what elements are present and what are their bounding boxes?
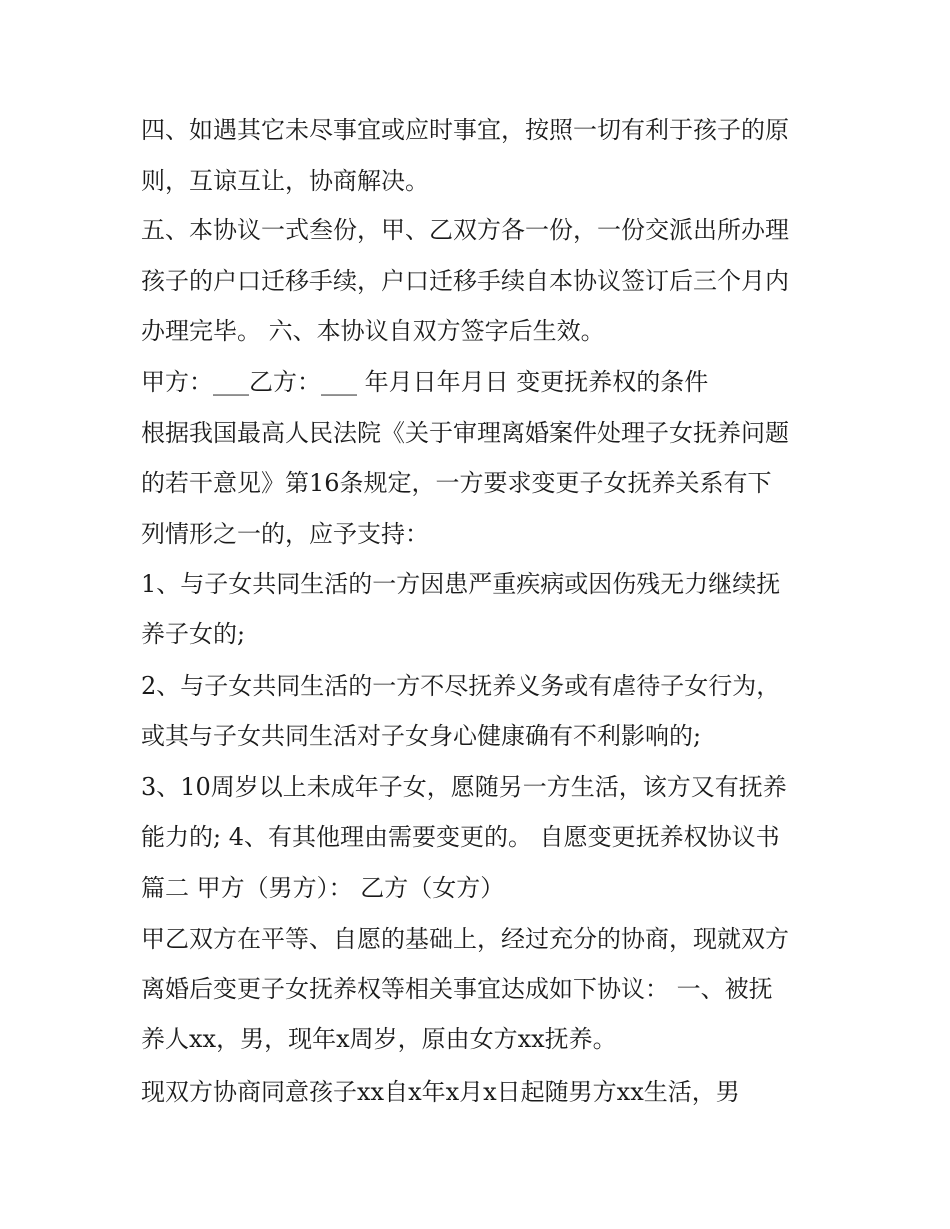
text-line: 根据我国最高人民法院《关于审理离婚案件处理子女抚养问题 xyxy=(141,419,789,447)
text-line: 则，互谅互让，协商解决。 xyxy=(141,167,429,195)
text-line: 的若干意见》第16条规定，一方要求变更子女抚养关系有下 xyxy=(141,469,772,497)
text-line: 篇二 甲方（男方）： 乙方（女方） xyxy=(141,874,505,902)
text-line: 能力的; 4、有其他理由需要变更的。 自愿变更抚养权协议书 xyxy=(141,823,780,851)
text-line: 3、10周岁以上未成年子女，愿随另一方生活，该方又有抚养 xyxy=(141,773,787,801)
text-line: 1、与子女共同生活的一方因患严重疾病或因伤残无力继续抚 xyxy=(141,570,781,598)
text-line: 2、与子女共同生活的一方不尽抚养义务或有虐待子女行为， xyxy=(141,672,781,700)
text-line: 甲方：___乙方：___ 年月日年月日 变更抚养权的条件 xyxy=(141,368,709,396)
text-line: 孩子的户口迁移手续，户口迁移手续自本协议签订后三个月内 xyxy=(141,267,789,295)
text-line: 列情形之一的，应予支持： xyxy=(141,520,429,548)
text-line: 办理完毕。 六、本协议自双方签字后生效。 xyxy=(141,317,605,345)
text-line: 离婚后变更子女抚养权等相关事宜达成如下协议： 一、被抚 xyxy=(141,975,773,1003)
text-line: 五、本协议一式叁份，甲、乙双方各一份，一份交派出所办理 xyxy=(141,216,789,244)
text-line: 四、如遇其它未尽事宜或应时事宜，按照一切有利于孩子的原 xyxy=(141,116,789,144)
text-line: 现双方协商同意孩子xx自x年x月x日起随男方xx生活，男 xyxy=(141,1078,740,1106)
text-line: 或其与子女共同生活对子女身心健康确有不利影响的; xyxy=(141,722,702,750)
text-line: 甲乙双方在平等、自愿的基础上，经过充分的协商，现就双方 xyxy=(141,925,789,953)
text-line: 养人xx，男，现年x周岁，原由女方xx抚养。 xyxy=(141,1025,617,1053)
text-line: 养子女的; xyxy=(141,620,246,648)
